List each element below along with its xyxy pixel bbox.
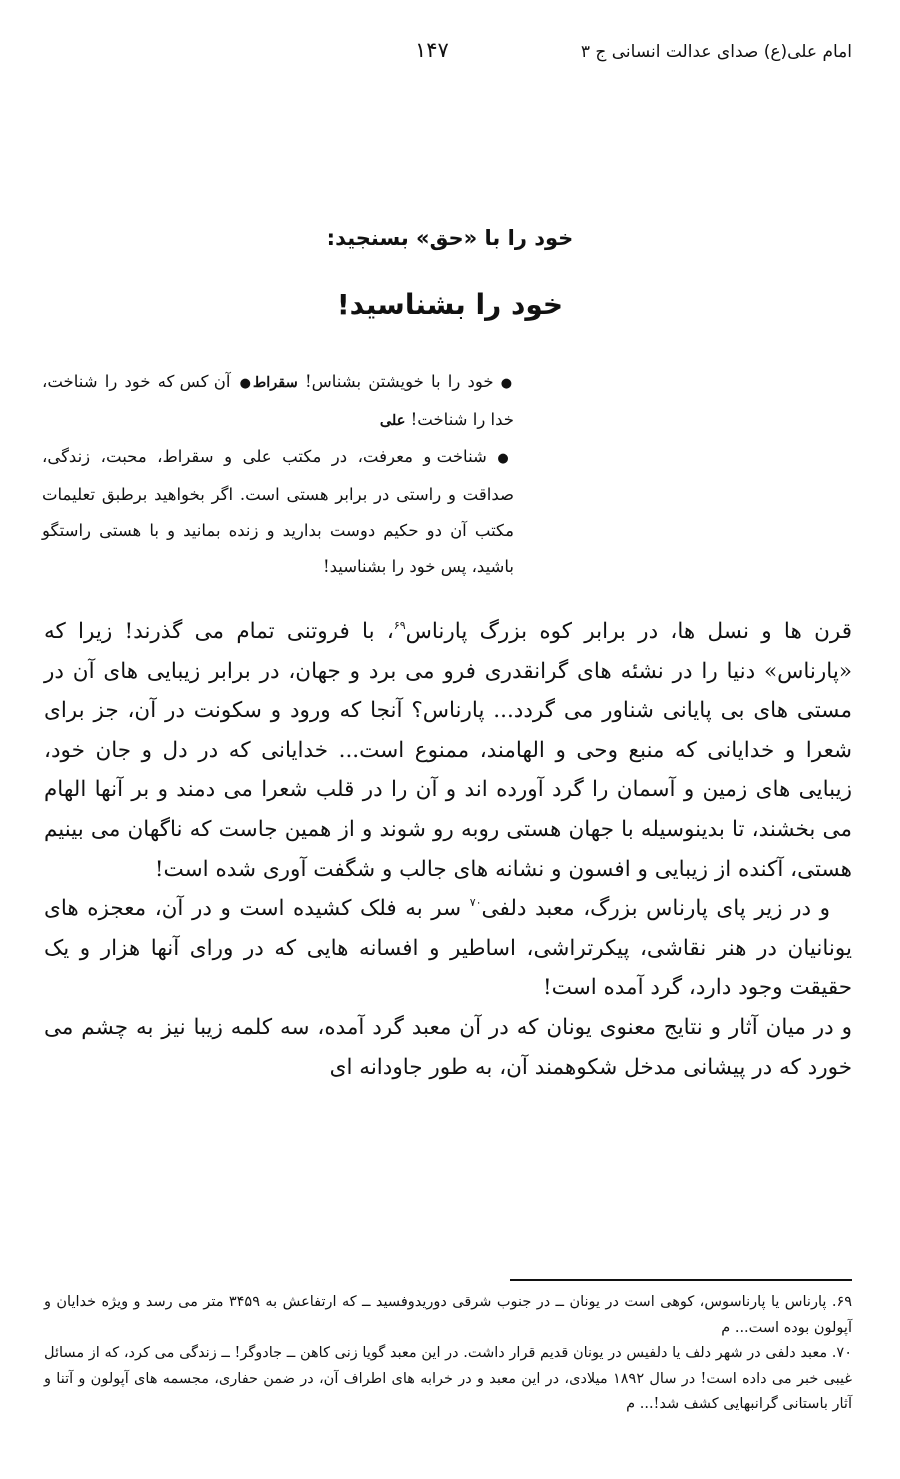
footnote-69: ۶۹. پارناس یا پارناسوس، کوهی است در یونان ــ در جنوب شرقی دوریدوفسید ــ که ارتفاعش به ۳۴۵۹ متر می رسد و ویژه خدایان و آپولون بوده است... م [44,1294,853,1336]
footnote-ref-70[interactable]: ۷۰ [469,896,482,910]
footnote-70: ۷۰. معبد دلفی در شهر دلف یا دلفیس در یونان قدیم قرار داشت. در این معبد گویا زنی کاهن ــ جادوگر! ــ زندگی می کرد، که از مسائل غیبی خبر می داده است! در سال ۱۸۹۲ میلادی، در این معبد و در خرابه های اطراف آن، در ضمن حفاری، مجسمه های آپولون و آتنا و آثار باستانی گرانبهایی کشف شد!... م [44,1345,852,1412]
footnote-divider [510,1279,852,1281]
quote-text: خود را با خویشتن بشناس! [304,372,494,391]
epigraph-quotes [42,364,514,585]
bullet-icon: ● [237,376,253,391]
quote-text: شناخت و معرفت، در مکتب علی و سقراط، محبت، زندگی، صداقت و راستی در برابر هستی است. اگر بخواهید برطبق تعلیمات مکتب آن دو حکیم دوست بدارید و زنده بمانید و با هستی راستگو باشید، پس خود را بشناسید! [42,447,514,576]
quote-text: آن کس که خود را شناخت، خدا را شناخت! [42,372,514,429]
bullet-icon: ● [500,376,515,391]
main-text [44,612,852,1087]
footnotes [44,1290,852,1418]
running-header [40,38,852,70]
section-subtitle: خود را با «حق» بسنجید: [326,226,574,250]
page-number: ۱۴۷ [415,38,449,62]
body-paragraph: و در زیر پای پارناس بزرگ، معبد دلفی$^{۷۰}$ سر به فلک کشیده است و در آن، معجزه های یونانیان در هنر نقاشی، پیکرتراشی، اساطیر و افسانه هایی که در ورای آنها هزار و یک حقیقت وجود دارد، گرد آمده است! [44,896,852,1001]
quote-paragraph [42,439,514,585]
body-paragraph: و در میان آثار و نتایج معنوی یونان که در آن معبد گرد آمده، سه کلمه زیبا نیز به چشم می خورد که در پیشانی مدخل شکوهمند آن، به طور جاودانه ای [44,1014,852,1080]
book-title: امام علی(ع) صدای عدالت انسانی ج ۳ [580,42,852,62]
bullet-icon: ● [497,451,515,466]
quote-paragraph [42,364,514,439]
body-paragraph: قرن ها و نسل ها، در برابر کوه بزرگ پارناس$^{۶۹}$، با فروتنی تمام می گذرند! زیرا که «پارناس» دنیا را در نشئه های گرانقدری فرو می برد و جهان، در برابر زیبایی های آن در مستی های بی پایانی شناور می گردد... پارناس؟ آنجا که ورود و سکونت در آن، جز برای شعرا و خدایانی که منبع وحی و الهامند، ممنوع است... خدایانی که در دل و جان خود، زیبایی های زمین و آسمان را گرد آورده اند و آن را در قلب شعرا می دمند و بر آنها الهام می بخشند، تا بدینوسیله با جهان هستی روبه رو شوند و از همین جاست که ناگهان می بینیم هستی، آکنده از زیبایی و افسون و نشانه های جالب و شگفت آوری شده است! [44,619,852,882]
footnote-ref-69[interactable]: ۶۹ [393,619,406,632]
quote-source: علی [379,412,406,429]
quote-source: سقراط [252,374,298,391]
section-title: خود را بشناسید! [336,288,564,321]
